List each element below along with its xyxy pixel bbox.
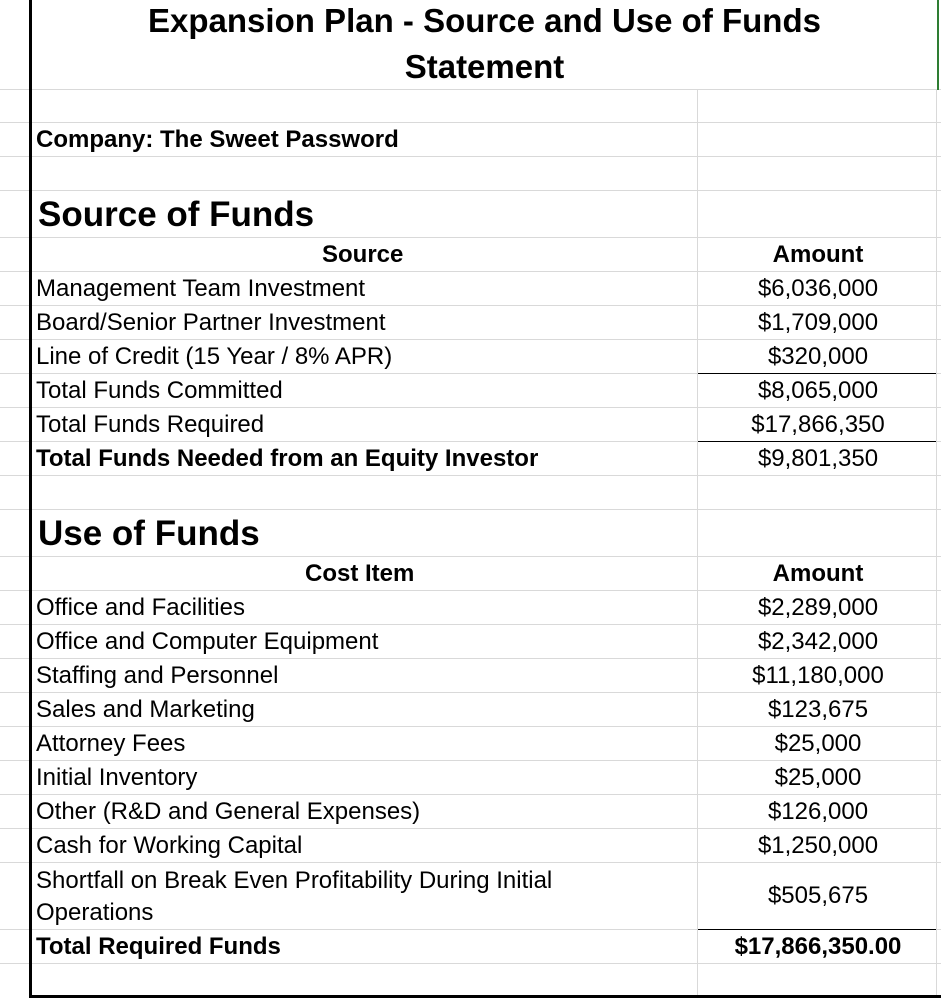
use-row-amount: $25,000 bbox=[774, 730, 862, 757]
use-column-header: Cost Item bbox=[305, 560, 415, 587]
source-section-heading: Source of Funds bbox=[38, 195, 315, 234]
use-row-label: Staffing and Personnel bbox=[36, 662, 279, 689]
use-row-amount: $2,342,000 bbox=[757, 628, 879, 655]
source-amount-header: Amount bbox=[772, 241, 864, 268]
page-title: Expansion Plan - Source and Use of Funds bbox=[148, 2, 821, 39]
use-row-amount: $126,000 bbox=[767, 798, 869, 825]
source-row-amount: $17,866,350 bbox=[751, 411, 885, 438]
use-row-label: Initial Inventory bbox=[36, 764, 198, 791]
table-left-border bbox=[29, 0, 32, 998]
source-column-header: Source bbox=[322, 241, 404, 268]
equity-needed-label: Total Funds Needed from an Equity Investor bbox=[36, 445, 539, 472]
source-total-line bbox=[698, 441, 936, 442]
use-section-heading: Use of Funds bbox=[38, 514, 260, 553]
total-required-label: Total Required Funds bbox=[36, 933, 281, 960]
shortfall-label: Shortfall on Break Even Profitability During Initial bbox=[36, 867, 553, 894]
source-row-label: Total Funds Committed bbox=[36, 377, 283, 404]
source-row-label: Line of Credit (15 Year / 8% APR) bbox=[36, 343, 393, 370]
use-row-amount: $25,000 bbox=[774, 764, 862, 791]
use-row-label: Other (R&D and General Expenses) bbox=[36, 798, 421, 825]
source-row-label: Board/Senior Partner Investment bbox=[36, 309, 386, 336]
use-row-amount: $1,250,000 bbox=[757, 832, 879, 859]
source-row-label: Management Team Investment bbox=[36, 275, 366, 302]
source-row-label: Total Funds Required bbox=[36, 411, 265, 438]
use-row-amount: $123,675 bbox=[767, 696, 869, 723]
source-row-amount: $8,065,000 bbox=[757, 377, 879, 404]
use-row-amount: $2,289,000 bbox=[757, 594, 879, 621]
use-row-label: Office and Computer Equipment bbox=[36, 628, 379, 655]
use-row-label: Attorney Fees bbox=[36, 730, 186, 757]
page-title-line2: Statement bbox=[404, 48, 565, 85]
use-row-label: Sales and Marketing bbox=[36, 696, 255, 723]
source-row-amount: $1,709,000 bbox=[757, 309, 879, 336]
selection-edge bbox=[937, 0, 939, 90]
source-row-amount: $6,036,000 bbox=[757, 275, 879, 302]
use-amount-header: Amount bbox=[772, 560, 864, 587]
source-subtotal-line bbox=[698, 373, 936, 374]
table-bottom-border bbox=[29, 995, 941, 998]
equity-needed-amount: $9,801,350 bbox=[757, 445, 879, 472]
use-row-amount: $11,180,000 bbox=[752, 662, 884, 689]
company-name: Company: The Sweet Password bbox=[36, 126, 399, 153]
use-total-line bbox=[698, 929, 936, 930]
shortfall-label-line2: Operations bbox=[36, 899, 154, 926]
use-row-label: Office and Facilities bbox=[36, 594, 245, 621]
use-row-label: Cash for Working Capital bbox=[36, 832, 303, 859]
shortfall-amount: $505,675 bbox=[767, 882, 869, 909]
total-required-amount: $17,866,350.00 bbox=[734, 933, 902, 960]
source-row-amount: $320,000 bbox=[767, 343, 869, 370]
